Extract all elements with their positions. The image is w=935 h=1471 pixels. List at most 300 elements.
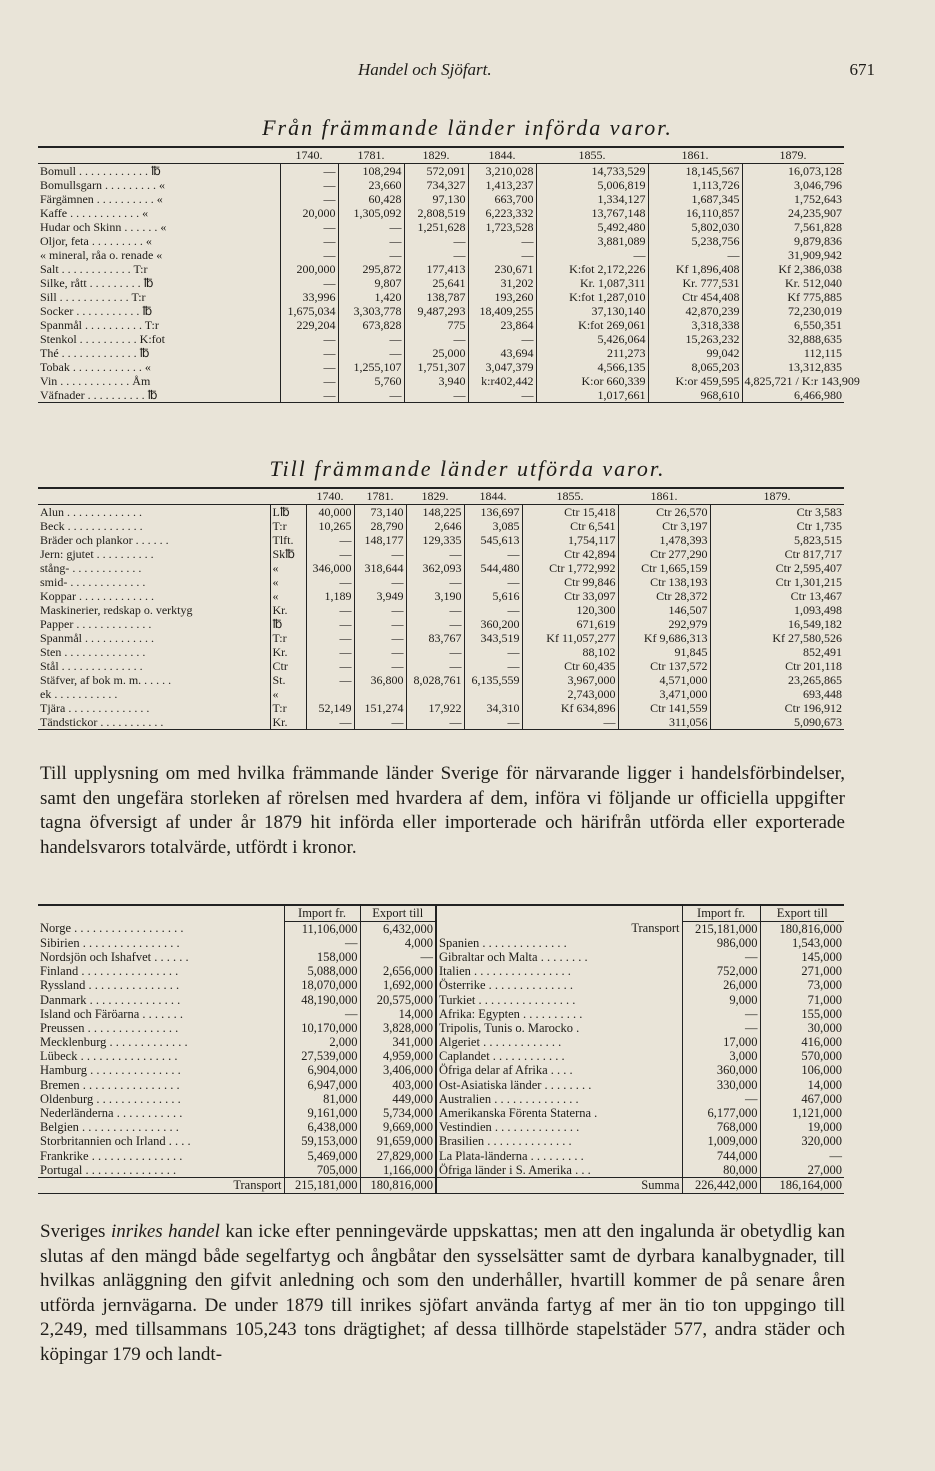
table-cell: 10,265 xyxy=(306,519,354,533)
country-label: Norge . . . . . . . . . . . . . . . . . . xyxy=(38,922,284,937)
table-cell: 13,767,148 xyxy=(536,206,648,220)
row-label: smid- . . . . . . . . . . . . . xyxy=(38,575,270,589)
country-label: Australien . . . . . . . . . . . . . . xyxy=(436,1092,682,1106)
export-value: 14,000 xyxy=(807,1077,842,1092)
table-cell: Kf 27,580,526 xyxy=(772,630,842,645)
paragraph-trade-overview: Till upplysning om med hvilka främmande länder Sverige för närvarande ligger i handelsförbindelser, samt den ungefära storleken af rörelsen med hvardera af dem, införa vi följande ur officiella uppgifter tagna öfversigt af under år 1879 hit införda eller importerade och härifrån utförda eller exporterade handelsvarors totalvärde, utfördt i kronor. xyxy=(40,763,845,858)
countries-table xyxy=(38,904,844,1194)
table-cell: Ctr 28,372 xyxy=(618,589,710,603)
table-cell: 9,879,836 xyxy=(794,233,842,248)
table-cell: 1,017,661 xyxy=(536,388,648,403)
table-row xyxy=(38,936,844,950)
country-label: Öfriga länder i S. Amerika . . . xyxy=(436,1163,682,1178)
table-cell: Kf 775,885 xyxy=(787,289,842,304)
table-cell: 3,303,778 xyxy=(338,304,404,318)
table-cell: 52,149 xyxy=(306,701,354,715)
import-value: 81,000 xyxy=(284,1092,360,1106)
country-label: Sibirien . . . . . . . . . . . . . . . . xyxy=(38,936,284,950)
summa-export: 186,164,000 xyxy=(760,1178,844,1193)
table-cell: — xyxy=(280,388,338,403)
table-cell: 23,864 xyxy=(468,318,536,332)
export-value: 6,432,000 xyxy=(360,922,436,937)
table-cell: 148,225 xyxy=(406,505,464,520)
table-cell: 20,000 xyxy=(280,206,338,220)
country-label: Finland . . . . . . . . . . . . . . . . xyxy=(38,965,284,979)
table-cell: — xyxy=(404,332,468,346)
table-row xyxy=(38,1178,844,1193)
table-cell: 5,426,064 xyxy=(536,332,648,346)
table-cell: — xyxy=(306,715,354,730)
table-cell: — xyxy=(404,388,468,403)
country-label: Caplandet . . . . . . . . . . . . xyxy=(436,1050,682,1064)
paragraph-domestic-trade xyxy=(40,1220,845,1367)
table-cell: Ctr 1,665,159 xyxy=(618,561,710,575)
table-cell: « xyxy=(270,575,306,589)
table-cell: — xyxy=(306,547,354,561)
table-cell: Ctr 2,595,407 xyxy=(775,560,842,575)
countries-label-header xyxy=(38,905,284,922)
column-header: 1861. xyxy=(618,488,710,505)
table-cell: 97,130 xyxy=(404,192,468,206)
row-label: Spanmål . . . . . . . . . . . . xyxy=(38,631,270,645)
export-value: 145,000 xyxy=(801,949,842,964)
import-value: 80,000 xyxy=(682,1163,760,1178)
table-cell: 7,561,828 xyxy=(794,219,842,234)
table-cell: 3,471,000 xyxy=(618,687,710,701)
row-label: « mineral, råa o. renade « xyxy=(38,248,280,262)
table-cell: 3,085 xyxy=(464,519,522,533)
table-cell: — xyxy=(306,533,354,547)
transport-import: 215,181,000 xyxy=(682,922,760,937)
table-cell: Kf 2,386,038 xyxy=(778,261,842,276)
import-value: 752,000 xyxy=(682,965,760,979)
page-number: 671 xyxy=(849,60,875,79)
table-cell: — xyxy=(354,645,406,659)
exports-table xyxy=(38,487,844,730)
row-label: Stäfver, af bok m. m. . . . . . xyxy=(38,673,270,687)
country-label: Preussen . . . . . . . . . . . . . . . xyxy=(38,1021,284,1035)
export-value: 1,166,000 xyxy=(360,1163,436,1178)
table-cell: 16,110,857 xyxy=(648,206,742,220)
column-header: 1740. xyxy=(280,147,338,164)
table-cell: 129,335 xyxy=(406,533,464,547)
table-row xyxy=(38,234,844,248)
import-value: 6,904,000 xyxy=(284,1064,360,1078)
table-row xyxy=(38,1021,844,1035)
table-cell: Ctr 42,894 xyxy=(522,547,618,561)
import-value: 9,000 xyxy=(682,993,760,1007)
table-cell: K:fot 2,172,226 xyxy=(536,262,648,276)
export-value: 91,659,000 xyxy=(360,1135,436,1149)
table-cell: 25,641 xyxy=(404,276,468,290)
table-cell: Kr. xyxy=(270,645,306,659)
country-label: Danmark . . . . . . . . . . . . . . . xyxy=(38,993,284,1007)
table-cell: Ctr 33,097 xyxy=(522,589,618,603)
import-value: 59,153,000 xyxy=(284,1135,360,1149)
table-row xyxy=(38,178,844,192)
summa-label: Summa xyxy=(436,1178,682,1193)
row-label: Spanmål . . . . . . . . . . T:r xyxy=(38,318,280,332)
import-value: — xyxy=(682,1092,760,1106)
table-row xyxy=(38,533,844,547)
table-cell: 83,767 xyxy=(406,631,464,645)
table-cell: — xyxy=(306,575,354,589)
table-cell xyxy=(464,687,522,701)
table-cell: — xyxy=(280,360,338,374)
row-label: Salt . . . . . . . . . . . . T:r xyxy=(38,262,280,276)
table-cell: 177,413 xyxy=(404,262,468,276)
table-cell: 146,507 xyxy=(618,603,710,617)
column-header: 1855. xyxy=(536,147,648,164)
import-value: 5,088,000 xyxy=(284,965,360,979)
table-cell: 1,478,393 xyxy=(618,533,710,547)
table-row xyxy=(38,276,844,290)
table-cell: Ctr 15,418 xyxy=(522,505,618,520)
table-cell xyxy=(306,687,354,701)
p2-before: Sveriges xyxy=(40,1221,111,1242)
running-head xyxy=(40,60,895,82)
table-cell: — xyxy=(306,673,354,687)
transport-import: 215,181,000 xyxy=(284,1178,360,1193)
table-row xyxy=(38,1036,844,1050)
table-cell: — xyxy=(306,603,354,617)
table-cell: Ctr 13,467 xyxy=(790,588,842,603)
table-cell: 9,487,293 xyxy=(404,304,468,318)
table-row xyxy=(38,645,844,659)
import-value: 360,000 xyxy=(682,1064,760,1078)
row-label: Vin . . . . . . . . . . . . Åm xyxy=(38,374,280,388)
column-header: 1844. xyxy=(468,147,536,164)
table-cell: 40,000 xyxy=(306,505,354,520)
country-label: Nederländerna . . . . . . . . . . . xyxy=(38,1106,284,1120)
row-label: Stål . . . . . . . . . . . . . . xyxy=(38,659,270,673)
table-row xyxy=(38,1163,844,1178)
table-cell: 5,006,819 xyxy=(536,178,648,192)
table-cell: 13,312,835 xyxy=(788,359,842,374)
row-label: stång- . . . . . . . . . . . . xyxy=(38,561,270,575)
table-cell: 968,610 xyxy=(648,388,742,403)
table-cell: — xyxy=(338,332,404,346)
table-cell: 211,273 xyxy=(536,346,648,360)
row-label: Alun . . . . . . . . . . . . . xyxy=(38,505,270,520)
table-cell: 545,613 xyxy=(464,533,522,547)
table-cell: 663,700 xyxy=(468,192,536,206)
table-cell: 343,519 xyxy=(464,631,522,645)
table-cell: — xyxy=(338,248,404,262)
table-row xyxy=(38,547,844,561)
import-value: 6,947,000 xyxy=(284,1078,360,1092)
imports-table xyxy=(38,146,860,403)
table-cell xyxy=(406,687,464,701)
table-row xyxy=(38,617,844,631)
table-row xyxy=(38,631,844,645)
table-cell: — xyxy=(464,659,522,673)
import-value: 48,190,000 xyxy=(284,993,360,1007)
table-cell: — xyxy=(280,346,338,360)
table-cell: Ctr 60,435 xyxy=(522,659,618,673)
table-cell: 43,694 xyxy=(468,346,536,360)
import-value: 744,000 xyxy=(682,1149,760,1163)
exports-title: Till främmande länder utförda varor. xyxy=(269,456,666,481)
table-cell: 671,619 xyxy=(522,617,618,631)
table-cell: — xyxy=(464,547,522,561)
table-cell: 3,967,000 xyxy=(522,673,618,687)
table-cell: 3,949 xyxy=(354,589,406,603)
export-value: 5,734,000 xyxy=(360,1106,436,1120)
table-cell: Ctr xyxy=(270,659,306,673)
row-label: Sill . . . . . . . . . . . . T:r xyxy=(38,290,280,304)
column-header: 1829. xyxy=(404,147,468,164)
table-cell: — xyxy=(280,248,338,262)
table-cell: 8,065,203 xyxy=(648,360,742,374)
table-cell: 6,135,559 xyxy=(464,673,522,687)
table-cell: — xyxy=(468,388,536,403)
column-header: 1879. xyxy=(710,488,844,505)
table-cell: Kf 634,896 xyxy=(522,701,618,715)
table-cell: 14,733,529 xyxy=(536,164,648,179)
table-cell: 88,102 xyxy=(522,645,618,659)
table-cell: Sk℔ xyxy=(270,547,306,561)
table-row xyxy=(38,304,844,318)
table-cell: Ctr 1,735 xyxy=(796,518,842,533)
table-cell: — xyxy=(354,575,406,589)
row-label: Tändstickor . . . . . . . . . . . xyxy=(38,715,270,730)
table-cell: 3,881,089 xyxy=(536,234,648,248)
table-cell: 112,115 xyxy=(803,345,842,360)
table-cell: 32,888,635 xyxy=(788,331,842,346)
table-cell: — xyxy=(354,715,406,730)
table-cell: — xyxy=(464,645,522,659)
country-label: Island och Färöarna . . . . . . . xyxy=(38,1007,284,1021)
row-label: Bomullsgarn . . . . . . . . . « xyxy=(38,178,280,192)
table-cell: 673,828 xyxy=(338,318,404,332)
import-value: 158,000 xyxy=(284,950,360,964)
transport-label: Transport xyxy=(38,1178,284,1193)
column-header: 1781. xyxy=(338,147,404,164)
export-header-right: Export till xyxy=(760,905,844,922)
table-cell: — xyxy=(406,659,464,673)
table-row xyxy=(38,192,844,206)
table-cell: L℔ xyxy=(270,505,306,520)
table-cell: 1,675,034 xyxy=(280,304,338,318)
table-cell: — xyxy=(648,248,742,262)
table-cell: 1,687,345 xyxy=(648,192,742,206)
table-cell: « xyxy=(270,687,306,701)
table-cell: 1,305,092 xyxy=(338,206,404,220)
transport-export: 180,816,000 xyxy=(360,1178,436,1193)
table-cell: 572,091 xyxy=(404,164,468,179)
export-value: 73,000 xyxy=(807,978,842,993)
table-cell: St. xyxy=(270,673,306,687)
export-value: 271,000 xyxy=(801,964,842,979)
import-value: — xyxy=(682,1007,760,1021)
table-cell: — xyxy=(354,631,406,645)
export-value: 1,121,000 xyxy=(792,1106,842,1121)
table-row xyxy=(38,561,844,575)
export-value: 27,829,000 xyxy=(360,1149,436,1163)
table-cell: 15,263,232 xyxy=(648,332,742,346)
table-cell: — xyxy=(338,346,404,360)
country-label: La Plata-länderna . . . . . . . . . xyxy=(436,1149,682,1163)
table-cell: 230,671 xyxy=(468,262,536,276)
table-cell: Kr. 512,040 xyxy=(785,275,842,290)
table-row xyxy=(38,1092,844,1106)
export-value: 341,000 xyxy=(360,1036,436,1050)
table-cell: 346,000 xyxy=(306,561,354,575)
table-cell: k:r402,442 xyxy=(468,374,536,388)
table-cell: 5,492,480 xyxy=(536,220,648,234)
table-cell: 1,413,237 xyxy=(468,178,536,192)
row-label: Maskinerier, redskap o. verktyg xyxy=(38,603,270,617)
import-value: — xyxy=(682,1021,760,1035)
table-row xyxy=(38,164,844,179)
table-row xyxy=(38,965,844,979)
table-cell: K:fot 269,061 xyxy=(536,318,648,332)
table-cell: Ctr 277,290 xyxy=(618,547,710,561)
table-cell: 362,093 xyxy=(406,561,464,575)
import-header-right: Import fr. xyxy=(682,905,760,922)
country-label: Mecklenburg . . . . . . . . . . . . . xyxy=(38,1036,284,1050)
table-row xyxy=(38,1149,844,1163)
country-label: Lübeck . . . . . . . . . . . . . . . . xyxy=(38,1050,284,1064)
row-label: Beck . . . . . . . . . . . . . xyxy=(38,519,270,533)
export-value: 71,000 xyxy=(807,992,842,1007)
table-cell: Ctr 1,301,215 xyxy=(775,574,842,589)
row-label: Koppar . . . . . . . . . . . . . xyxy=(38,589,270,603)
table-row xyxy=(38,715,844,730)
table-cell: 3,046,796 xyxy=(794,177,842,192)
country-label: Turkiet . . . . . . . . . . . . . . . . xyxy=(436,993,682,1007)
table-row xyxy=(38,346,844,360)
summa-import: 226,442,000 xyxy=(682,1178,760,1193)
table-cell: 34,310 xyxy=(464,701,522,715)
country-label: Amerikanska Förenta Staterna . xyxy=(436,1106,682,1120)
import-value: 3,000 xyxy=(682,1050,760,1064)
import-value: — xyxy=(284,1007,360,1021)
row-label: Stenkol . . . . . . . . . . K:fot xyxy=(38,332,280,346)
table-cell: — xyxy=(406,575,464,589)
table-cell: K:fot 1,287,010 xyxy=(536,290,648,304)
export-value: 1,692,000 xyxy=(360,979,436,993)
table-cell: 5,760 xyxy=(338,374,404,388)
table-cell: 23,265,865 xyxy=(788,672,842,687)
table-cell: — xyxy=(468,234,536,248)
table-cell: — xyxy=(406,715,464,730)
table-cell: Ctr 454,408 xyxy=(648,290,742,304)
table-row xyxy=(38,1135,844,1149)
table-cell: 31,909,942 xyxy=(788,247,842,262)
table-cell: 148,177 xyxy=(354,533,406,547)
table-cell: 5,238,756 xyxy=(648,234,742,248)
table-cell: 200,000 xyxy=(280,262,338,276)
table-cell: T:r xyxy=(270,701,306,715)
table-cell: — xyxy=(306,645,354,659)
import-value: 26,000 xyxy=(682,979,760,993)
row-label: Tobak . . . . . . . . . . . . « xyxy=(38,360,280,374)
table-cell: 292,979 xyxy=(618,617,710,631)
table-cell: — xyxy=(468,248,536,262)
transport-label: Transport xyxy=(436,922,682,937)
table-cell: 60,428 xyxy=(338,192,404,206)
table-cell: Kr. xyxy=(270,603,306,617)
country-label: Algeriet . . . . . . . . . . . . . xyxy=(436,1036,682,1050)
table-cell: 37,130,140 xyxy=(536,304,648,318)
table-cell: Ctr 138,193 xyxy=(618,575,710,589)
row-label: Papper . . . . . . . . . . . . . xyxy=(38,617,270,631)
running-title: Handel och Sjöfart. xyxy=(358,60,492,79)
table-cell: T:r xyxy=(270,519,306,533)
table-cell: — xyxy=(280,276,338,290)
table-row xyxy=(38,1078,844,1092)
import-value: 330,000 xyxy=(682,1078,760,1092)
export-value: 2,656,000 xyxy=(360,965,436,979)
table-cell: 5,616 xyxy=(464,589,522,603)
country-label: Nordsjön och Ishafvet . . . . . . xyxy=(38,950,284,964)
export-value: 570,000 xyxy=(801,1049,842,1064)
table-cell: 1,334,127 xyxy=(536,192,648,206)
table-cell: 1,251,628 xyxy=(404,220,468,234)
table-row xyxy=(38,950,844,964)
row-label: Bräder och plankor . . . . . . xyxy=(38,533,270,547)
table-cell: — xyxy=(280,178,338,192)
table-cell: T:r xyxy=(270,631,306,645)
row-label: Jern: gjutet . . . . . . . . . . xyxy=(38,547,270,561)
table-row xyxy=(38,673,844,687)
table-cell: 42,870,239 xyxy=(648,304,742,318)
table-cell: 1,752,643 xyxy=(794,191,842,206)
table-row xyxy=(38,332,844,346)
export-value: — xyxy=(829,1148,842,1163)
table-cell: Ctr 99,846 xyxy=(522,575,618,589)
table-cell: 1,189 xyxy=(306,589,354,603)
table-cell: K:or 660,339 xyxy=(536,374,648,388)
table-cell: 5,090,673 xyxy=(710,715,844,730)
row-label: Hudar och Skinn . . . . . . « xyxy=(38,220,280,234)
export-header: Export till xyxy=(360,905,436,922)
import-value: 27,539,000 xyxy=(284,1050,360,1064)
country-label: Spanien . . . . . . . . . . . . . . xyxy=(436,936,682,950)
table-cell: Ctr 3,583 xyxy=(796,504,842,519)
table-cell: 193,260 xyxy=(468,290,536,304)
table-cell: 9,807 xyxy=(338,276,404,290)
table-row xyxy=(38,589,844,603)
table-cell: — xyxy=(354,617,406,631)
import-value: — xyxy=(682,950,760,964)
table-cell: 3,940 xyxy=(404,374,468,388)
table-cell: 1,255,107 xyxy=(338,360,404,374)
country-label: Vestindien . . . . . . . . . . . . . . xyxy=(436,1121,682,1135)
table-cell: — xyxy=(280,234,338,248)
table-cell: — xyxy=(404,234,468,248)
country-label: Afrika: Egypten . . . . . . . . . . xyxy=(436,1007,682,1021)
transport-export: 180,816,000 xyxy=(779,921,842,936)
table-cell: 99,042 xyxy=(648,346,742,360)
table-cell: Ctr 196,912 xyxy=(784,700,842,715)
table-cell: 734,327 xyxy=(404,178,468,192)
table-row xyxy=(38,1064,844,1078)
table-cell: 18,145,567 xyxy=(648,164,742,179)
export-value: 4,959,000 xyxy=(360,1050,436,1064)
table-cell: 33,996 xyxy=(280,290,338,304)
export-value: 9,669,000 xyxy=(360,1121,436,1135)
export-value: 3,828,000 xyxy=(360,1021,436,1035)
country-label: Portugal . . . . . . . . . . . . . . . xyxy=(38,1163,284,1178)
row-label: Kaffe . . . . . . . . . . . . « xyxy=(38,206,280,220)
table-cell: — xyxy=(406,617,464,631)
export-value: 30,000 xyxy=(807,1020,842,1035)
table-cell: Kf 11,057,277 xyxy=(522,631,618,645)
table-cell: — xyxy=(280,192,338,206)
